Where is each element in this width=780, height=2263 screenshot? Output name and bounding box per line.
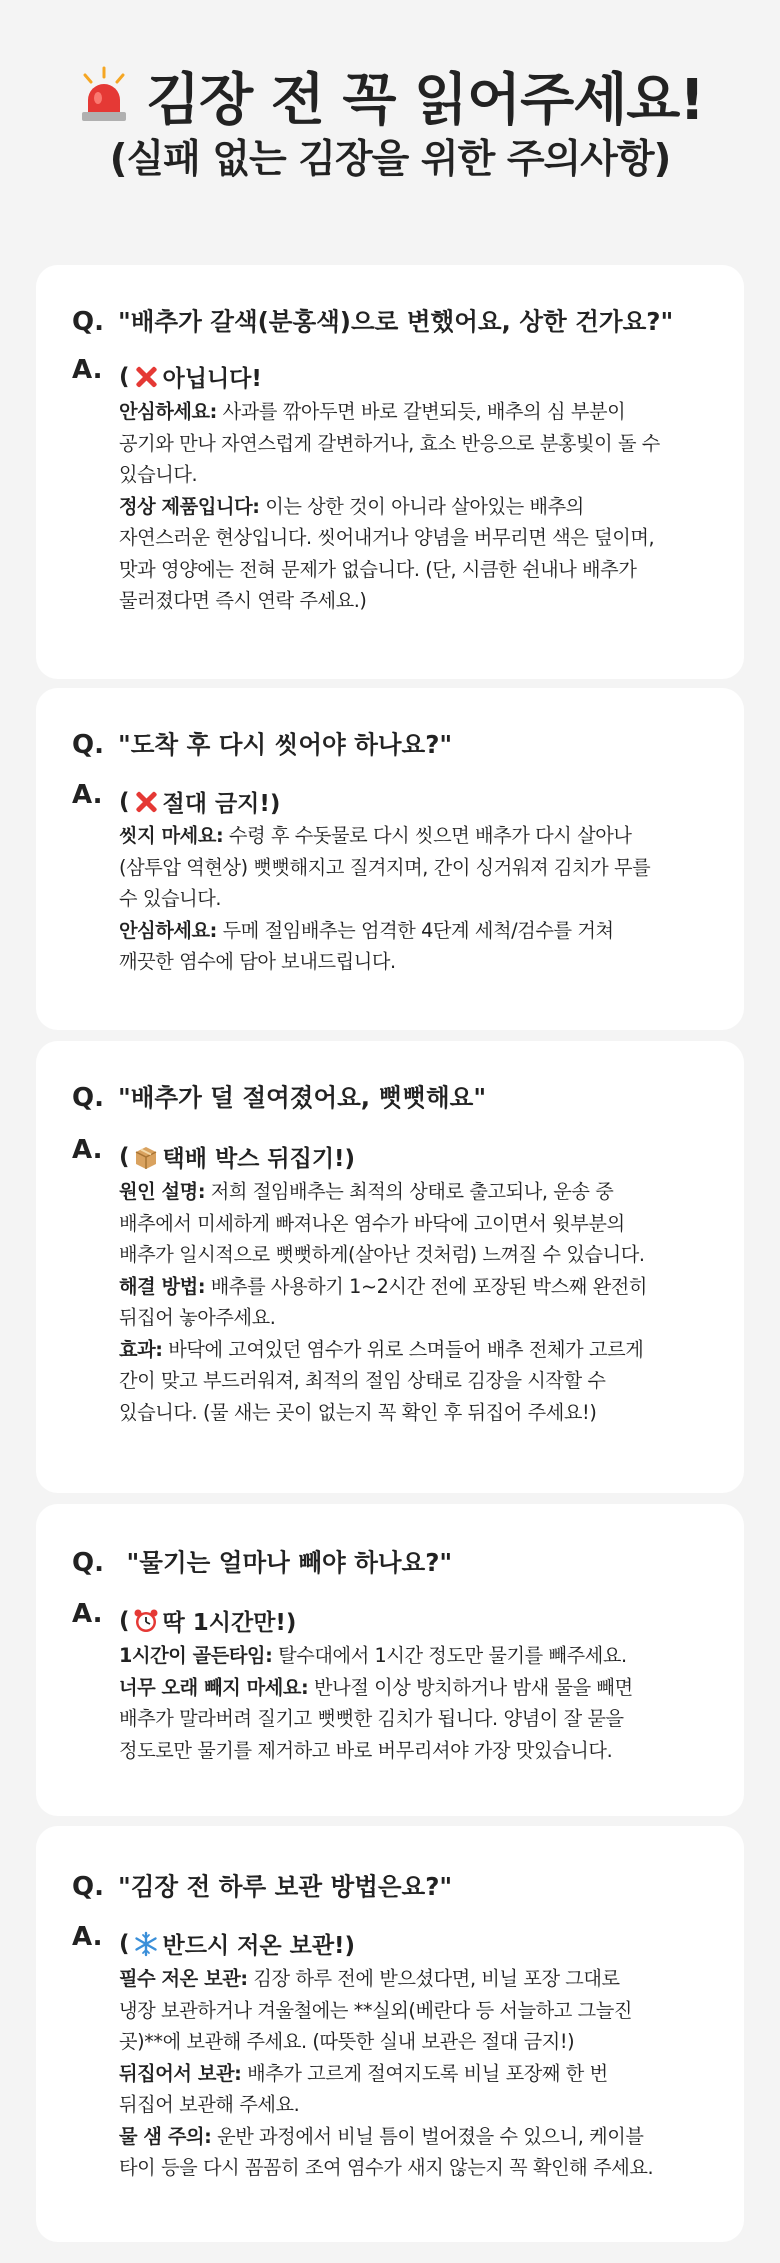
answer-line: 곳)**에 보관해 주세요. (따뜻한 실내 보관은 절대 금지!) (119, 2030, 575, 2053)
question-row (72, 303, 673, 338)
answer-line: 맛과 영양에는 전혀 문제가 없습니다. (단, 시큼한 쉰내나 배추가 (119, 557, 637, 581)
siren-icon (76, 66, 132, 126)
answer-marker: A. (72, 1922, 103, 1952)
answer-title: 절대 금지!) (162, 791, 281, 817)
faq-card-1 (36, 265, 744, 679)
answer-line: 배추에서 미세하게 빠져나온 염수가 바닥에 고이면서 윗부분의 (119, 1211, 625, 1235)
answer-line: 안심하세요: 두메 절임배추는 엄격한 4단계 세척/검수를 거쳐 (119, 918, 614, 942)
answer-line: 뒤집어서 보관: 배추가 고르게 절여지도록 비닐 포장째 한 번 (119, 2061, 608, 2085)
answer-line: 냉장 보관하거나 겨울철에는 **실외(베란다 등 서늘하고 그늘진 (119, 1998, 633, 2022)
page-subtitle: (실패 없는 김장을 위한 주의사항) (109, 137, 671, 182)
cross-mark-icon (133, 789, 159, 815)
question-row (72, 1544, 452, 1579)
page-title: 김장 전 꼭 읽어주세요! (146, 68, 704, 133)
answer-line: 뒤집어 보관해 주세요. (119, 2093, 300, 2116)
question-row (72, 726, 452, 761)
answer-body (119, 820, 719, 978)
answer-heading: ( 아닙니다! (119, 360, 262, 393)
answer-line: 씻지 마세요: 수령 후 수돗물로 다시 씻으면 배추가 다시 살아나 (119, 824, 632, 847)
answer-body (119, 1176, 719, 1428)
answer-line: 물러졌다면 즉시 연락 주세요.) (119, 589, 367, 612)
answer-marker: A. (72, 1135, 103, 1165)
answer-heading: ( 딱 1시간만!) (119, 1604, 296, 1637)
answer-line: 공기와 만나 자연스럽게 갈변하거나, 효소 반응으로 분홍빛이 돌 수 (119, 431, 660, 455)
question-marker: Q. (72, 1872, 104, 1902)
answer-line: 배추가 일시적으로 뻣뻣하게(살아난 것처럼) 느껴질 수 있습니다. (119, 1243, 645, 1266)
faq-card-4 (36, 1504, 744, 1816)
question-text: "배추가 갈색(분홍색)으로 변했어요, 상한 건가요?" (117, 307, 674, 336)
answer-line: 정상 제품입니다: 이는 상한 것이 아니라 살아있는 배추의 (119, 494, 584, 518)
question-text: "배추가 덜 절여졌어요, 뻣뻣해요" (117, 1083, 487, 1112)
answer-marker: A. (72, 355, 103, 385)
answer-line: 배추가 말라버려 질기고 뻣뻣한 김치가 됩니다. 양념이 잘 묻을 (119, 1707, 624, 1730)
faq-card-5 (36, 1826, 744, 2242)
question-text: "김장 전 하루 보관 방법은요?" (117, 1872, 453, 1901)
answer-line: (삼투압 역현상) 뻣뻣해지고 질겨지며, 간이 싱거워져 김치가 무를 (119, 855, 651, 879)
question-marker: Q. (72, 730, 104, 760)
answer-title: 아닙니다! (162, 366, 262, 392)
answer-line: 뒤집어 놓아주세요. (119, 1306, 276, 1329)
answer-line: 너무 오래 빼지 마세요: 반나절 이상 방치하거나 밤새 물을 빼면 (119, 1675, 633, 1699)
answer-heading: ( 반드시 저온 보관!) (119, 1927, 355, 1960)
answer-marker: A. (72, 1599, 103, 1629)
answer-heading: ( 택배 박스 뒤집기!) (119, 1140, 355, 1173)
title-row (0, 56, 780, 136)
question-marker: Q. (72, 1083, 104, 1113)
alarm-clock-icon (133, 1608, 159, 1634)
page-header (0, 0, 780, 250)
answer-line: 수 있습니다. (119, 887, 222, 910)
answer-line: 타이 등을 다시 꼼꼼히 조여 염수가 새지 않는지 꼭 확인해 주세요. (119, 2156, 654, 2179)
question-text: "도착 후 다시 씻어야 하나요?" (117, 730, 453, 759)
answer-line: 효과: 바닥에 고여있던 염수가 위로 스며들어 배추 전체가 고르게 (119, 1337, 644, 1361)
question-marker: Q. (72, 307, 104, 337)
answer-line: 정도로만 물기를 제거하고 바로 버무리셔야 가장 맛있습니다. (119, 1738, 613, 1762)
answer-line: 해결 방법: 배추를 사용하기 1~2시간 전에 포장된 박스째 완전히 (119, 1274, 647, 1298)
package-icon (133, 1144, 159, 1170)
snowflake-icon (133, 1931, 159, 1957)
answer-title: 반드시 저온 보관!) (162, 1933, 356, 1959)
answer-line: 깨끗한 염수에 담아 보내드립니다. (119, 950, 396, 973)
answer-line: 있습니다. (119, 463, 198, 486)
question-marker: Q. (72, 1548, 104, 1578)
faq-card-2 (36, 688, 744, 1030)
answer-line: 안심하세요: 사과를 깎아두면 바로 갈변되듯, 배추의 심 부분이 (119, 400, 626, 423)
answer-body (119, 396, 719, 617)
answer-title: 택배 박스 뒤집기!) (162, 1146, 356, 1172)
question-text: "물기는 얼마나 빼야 하나요?" (117, 1548, 453, 1577)
answer-marker: A. (72, 780, 103, 810)
faq-card-3 (36, 1041, 744, 1493)
answer-body (119, 1963, 719, 2184)
answer-title: 딱 1시간만!) (162, 1610, 297, 1636)
question-row (72, 1868, 452, 1903)
answer-line: 1시간이 골든타임: 탈수대에서 1시간 정도만 물기를 빼주세요. (119, 1644, 627, 1667)
answer-body (119, 1640, 719, 1766)
answer-heading: ( 절대 금지!) (119, 785, 280, 818)
answer-line: 물 샘 주의: 운반 과정에서 비닐 틈이 벌어졌을 수 있으니, 케이블 (119, 2124, 644, 2148)
answer-line: 필수 저온 보관: 김장 하루 전에 받으셨다면, 비닐 포장 그대로 (119, 1967, 620, 1990)
cross-mark-icon (133, 364, 159, 390)
answer-line: 자연스러운 현상입니다. 씻어내거나 양념을 버무리면 색은 덮이며, (119, 526, 655, 549)
answer-line: 원인 설명: 저희 절임배추는 최적의 상태로 출고되나, 운송 중 (119, 1180, 614, 1203)
answer-line: 있습니다. (물 새는 곳이 없는지 꼭 확인 후 뒤집어 주세요!) (119, 1400, 597, 1424)
answer-line: 간이 맞고 부드러워져, 최적의 절임 상태로 김장을 시작할 수 (119, 1369, 606, 1392)
question-row (72, 1079, 486, 1114)
